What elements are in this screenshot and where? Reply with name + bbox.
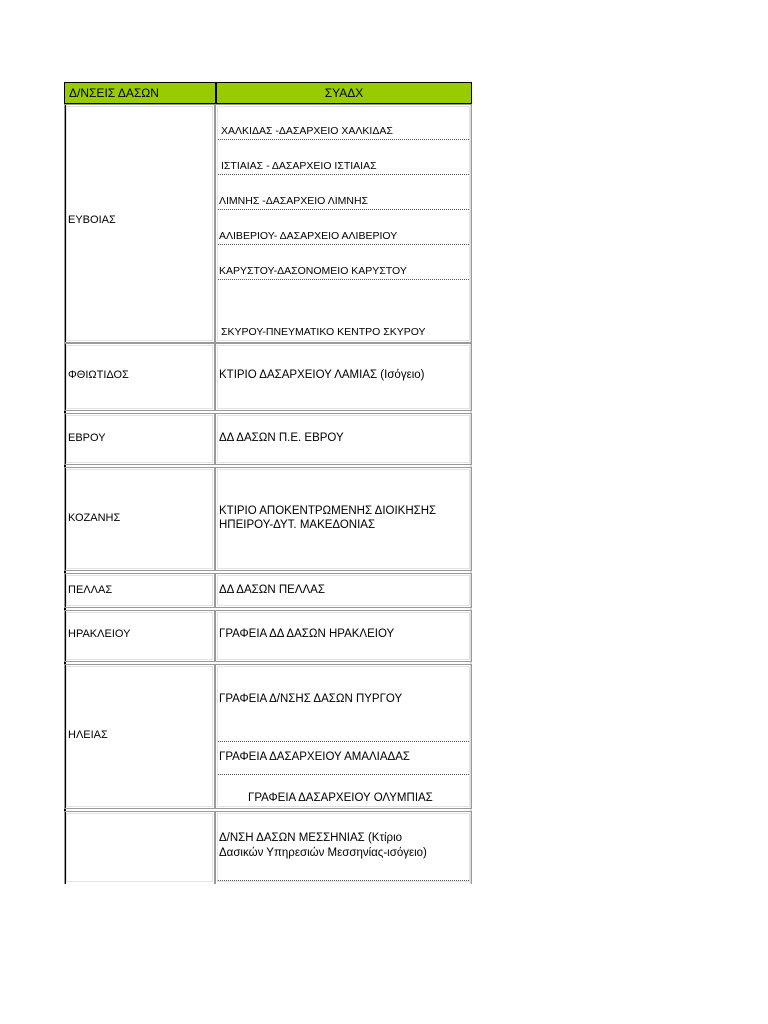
forest-directorates-table	[64, 82, 472, 884]
entry-text: ΓΡΑΦΕΙΑ ΔΔ ΔΑΣΩΝ ΗΡΑΚΛΕΙΟΥ	[219, 628, 395, 640]
entry-text: ΓΡΑΦΕΙΑ ΔΑΣΑΡΧΕΙΟΥ ΑΜΑΛΙΑΔΑΣ	[219, 751, 410, 763]
entry-text: ΚΤΙΡΙΟ ΑΠΟΚΕΝΤΡΩΜΕΝΗΣ ΔΙΟΙΚΗΣΗΣ	[219, 505, 437, 517]
table-row-entries	[215, 104, 472, 343]
table-row-entries	[215, 610, 472, 662]
entry-text: ΔΔ ΔΑΣΩΝ ΠΕΛΛΑΣ	[219, 584, 325, 596]
table-row-region	[64, 610, 215, 662]
entry-text: ΔΔ ΔΑΣΩΝ Π.Ε. ΕΒΡΟΥ	[219, 432, 344, 444]
table-row-region	[64, 573, 215, 608]
region-label: ΕΥΒΟΙΑΣ	[68, 214, 116, 226]
table-row-region	[64, 467, 215, 571]
entry-text: ΙΣΤΙΑΙΑΣ - ΔΑΣΑΡΧΕΙΟ ΙΣΤΙΑΙΑΣ	[221, 160, 377, 172]
entry-text: Δ/ΝΣΗ ΔΑΣΩΝ ΜΕΣΣΗΝΙΑΣ (Κτίριο	[219, 832, 403, 844]
header-directorates: Δ/ΝΣΕΙΣ ΔΑΣΩΝ	[64, 82, 216, 104]
table-row-region	[64, 104, 215, 343]
table-row-region	[64, 811, 215, 884]
region-label: ΠΕΛΛΑΣ	[68, 584, 113, 596]
entry-text: ΚΑΡΥΣΤΟΥ-ΔΑΣΟΝΟΜΕΙΟ ΚΑΡΥΣΤΟΥ	[219, 265, 407, 277]
entry-text: ΓΡΑΦΕΙΑ ΔΑΣΑΡΧΕΙΟΥ ΟΛΥΜΠΙΑΣ	[248, 792, 433, 804]
table-row-entries	[215, 664, 472, 809]
entry-text: ΚΤΙΡΙΟ ΔΑΣΑΡΧΕΙΟΥ ΛΑΜΙΑΣ (Ισόγειο)	[219, 369, 425, 381]
table-row-entries	[215, 811, 472, 884]
region-label: ΗΡΑΚΛΕΙΟΥ	[68, 628, 131, 640]
table-row-entries	[215, 413, 472, 465]
table-row-entries	[215, 343, 472, 411]
entry-text: Δασικών Υπηρεσιών Μεσσηνίας-ισόγειο)	[219, 847, 427, 859]
region-label: ΚΟΖΑΝΗΣ	[68, 512, 121, 524]
header-syadx: ΣΥΑΔΧ	[216, 82, 472, 104]
entry-text: ΗΠΕΙΡΟΥ-ΔΥΤ. ΜΑΚΕΔΟΝΙΑΣ	[219, 519, 376, 531]
entry-text: ΧΑΛΚΙΔΑΣ -ΔΑΣΑΡΧΕΙΟ ΧΑΛΚΙΔΑΣ	[221, 125, 393, 137]
table-row-region	[64, 664, 215, 809]
region-label: ΦΘΙΩΤΙΔΟΣ	[68, 369, 129, 381]
table-row-region	[64, 343, 215, 411]
table-row-entries	[215, 573, 472, 608]
entry-text: ΑΛΙΒΕΡΙΟΥ- ΔΑΣΑΡΧΕΙΟ ΑΛΙΒΕΡΙΟΥ	[219, 230, 398, 242]
table-row-entries	[215, 467, 472, 571]
entry-text: ΓΡΑΦΕΙΑ Δ/ΝΣΗΣ ΔΑΣΩΝ ΠΥΡΓΟΥ	[219, 693, 403, 705]
entry-text: ΣΚΥΡΟΥ-ΠΝΕΥΜΑΤΙΚΟ ΚΕΝΤΡΟ ΣΚΥΡΟΥ	[221, 326, 426, 338]
region-label: ΗΛΕΙΑΣ	[68, 729, 108, 741]
table-row-region	[64, 413, 215, 465]
entry-text: ΛΙΜΝΗΣ -ΔΑΣΑΡΧΕΙΟ ΛΙΜΝΗΣ	[219, 195, 369, 207]
region-label: ΕΒΡΟΥ	[68, 432, 106, 444]
